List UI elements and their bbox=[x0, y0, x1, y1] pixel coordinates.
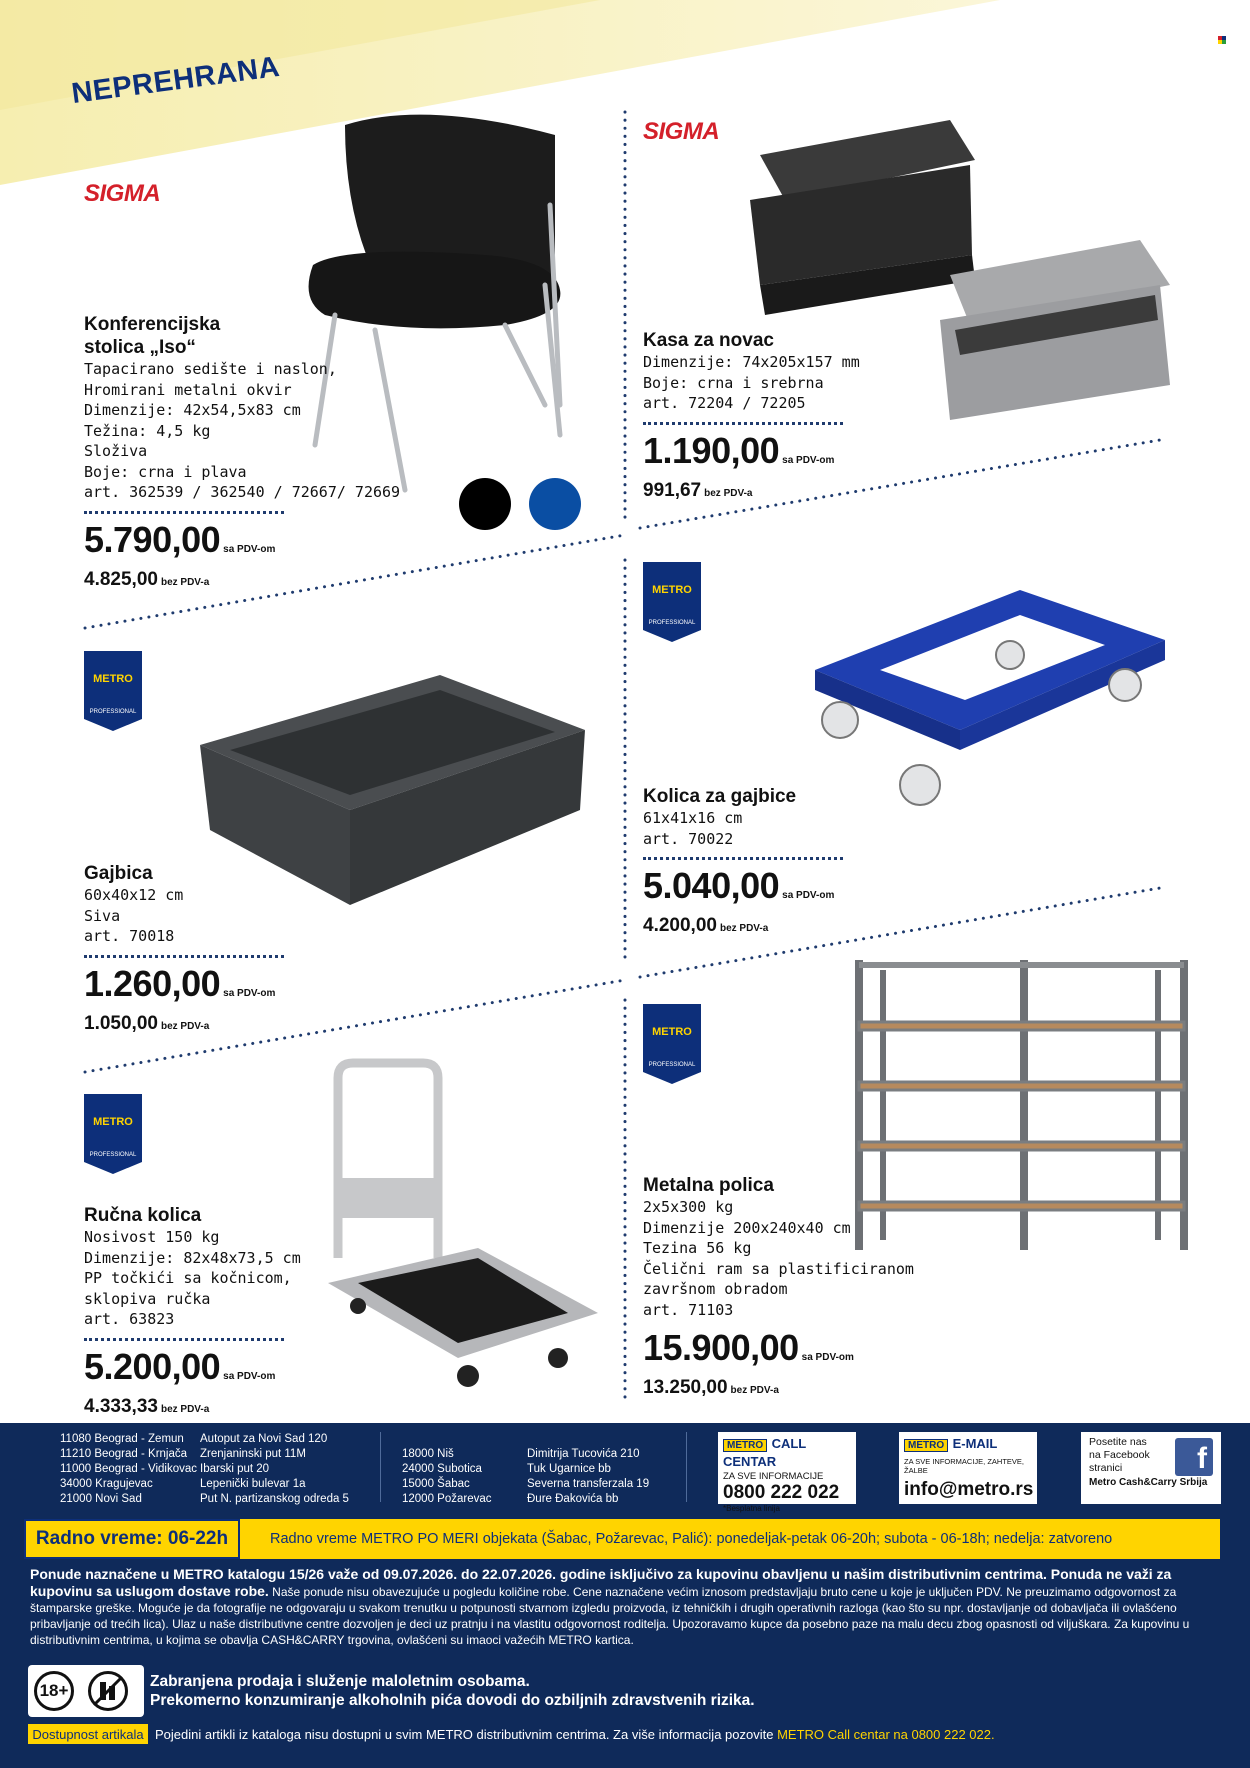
product-detail: PP točkići sa kočnicom, bbox=[84, 1269, 292, 1287]
color-swatch-black bbox=[459, 478, 511, 530]
product-detail: Složiva bbox=[84, 442, 148, 460]
store-list-addresses: Autoput za Novi Sad 120 Zrenjaninski put 11M Ibarski put 20 Lepenički bulevar 1a Put N. partizanskog odreda 5 bbox=[200, 1433, 349, 1505]
price-net: 1.050,00 bez PDV-a bbox=[84, 1012, 210, 1034]
product-detail: Čelični ram sa plastificiranom bbox=[643, 1259, 914, 1278]
product-detail: Dimenzije: 42x54,5x83 cm bbox=[84, 401, 301, 419]
product-title: Kolica za gajbice bbox=[643, 786, 797, 807]
product-shelf bbox=[643, 1174, 973, 1402]
product-detail: Dimenzije 200x240x40 cm bbox=[643, 1218, 851, 1237]
metro-professional-badge: METRO PROFESSIONAL bbox=[643, 562, 701, 642]
metro-professional-badge: METRO PROFESSIONAL bbox=[84, 1094, 142, 1174]
price-net: 4.825,00 bez PDV-a bbox=[84, 568, 210, 590]
availability-label: Dostupnost artikala bbox=[28, 1724, 148, 1744]
product-detail: sklopiva ručka bbox=[84, 1289, 211, 1308]
age-restriction-badge: 18+ bbox=[28, 1665, 144, 1717]
price-gross: 5.040,00 sa PDV-om bbox=[643, 865, 835, 906]
price-net: 4.333,33 bez PDV-a bbox=[84, 1395, 210, 1417]
product-detail: art. 70018 bbox=[84, 927, 175, 945]
store-list-cities: 18000 Niš 24000 Subotica 15000 Šabac 12000 Požarevac bbox=[402, 1448, 492, 1505]
product-detail: art. 70022 bbox=[643, 829, 734, 848]
hours-label: Radno vreme: 06-22h bbox=[24, 1519, 240, 1559]
call-center-box[interactable]: METRO CALL CENTAR ZA SVE INFORMACIJE 0800 222 022 *Besplatna linija bbox=[718, 1432, 856, 1504]
store-list-cities: 11080 Beograd - Zemun 11210 Beograd - Krnjača 11000 Beograd - Vidikovac 34000 Kragujevac 21000 Novi Sad bbox=[60, 1433, 198, 1505]
price-net: 991,67 bez PDV-a bbox=[643, 479, 753, 501]
product-dolly bbox=[643, 785, 943, 940]
product-detail: art. 71103 bbox=[643, 1300, 734, 1319]
price-divider bbox=[84, 1338, 284, 1341]
product-title: stolica „Iso“ bbox=[84, 337, 196, 358]
sigma-logo: SIGMA bbox=[643, 118, 720, 145]
product-detail: Težina: 4,5 kg bbox=[84, 421, 211, 440]
product-detail: art. 72204 / 72205 bbox=[643, 394, 806, 412]
price-divider bbox=[84, 955, 284, 958]
price-divider bbox=[643, 857, 843, 860]
metro-professional-badge: METRO PROFESSIONAL bbox=[643, 1004, 701, 1084]
age-warning: Zabranjena prodaja i služenje maloletnim osobama. Prekomerno konzumiranje alkoholnih pića dovodi do ozbiljnih zdravstvenih rizika. bbox=[150, 1673, 755, 1709]
page-title: NEPREHRANA bbox=[69, 50, 282, 111]
product-detail: Tapacirano sedište i naslon, bbox=[84, 360, 337, 378]
product-detail: Dimenzije: 74x205x157 mm bbox=[643, 353, 860, 371]
product-detail: Nosivost 150 kg bbox=[84, 1228, 220, 1246]
product-detail: završnom obradom bbox=[643, 1280, 788, 1298]
sigma-logo: SIGMA bbox=[84, 180, 161, 207]
product-title: Metalna polica bbox=[643, 1175, 774, 1196]
product-detail: art. 63823 bbox=[84, 1310, 175, 1328]
product-crate bbox=[84, 862, 384, 1038]
product-detail: Dimenzije: 82x48x73,5 cm bbox=[84, 1248, 301, 1267]
product-cashbox bbox=[643, 329, 943, 505]
price-gross: 1.260,00 sa PDV-om bbox=[84, 962, 276, 1004]
facebook-icon[interactable]: f bbox=[1175, 1438, 1213, 1476]
email-address: info@metro.rs bbox=[904, 1479, 1034, 1500]
product-title: Konferencijska bbox=[84, 314, 221, 335]
product-detail: art. 362539 / 362540 / 72667/ 72669 bbox=[84, 483, 401, 501]
product-detail: Siva bbox=[84, 906, 121, 925]
facebook-box[interactable]: Posetite nas na Facebook stranici Metro Cash&Carry Srbija f bbox=[1081, 1432, 1221, 1504]
alcohol-icon bbox=[88, 1671, 128, 1711]
store-list-addresses: Dimitrija Tucovića 210 Tuk Ugarnice bb Severna transferzala 19 Đure Đakovića bb bbox=[527, 1448, 650, 1505]
hours-text: Radno vreme METRO PO MERI objekata (Šabac, Požarevac, Palić): ponedeljak-petak 06-20h; subota - 06-18h; nedelja: zatvoreno bbox=[270, 1531, 1113, 1547]
price-gross: 1.190,00 sa PDV-om bbox=[643, 429, 835, 471]
call-center-number: 0800 222 022 bbox=[723, 1482, 840, 1503]
price-gross: 15.900,00 sa PDV-om bbox=[643, 1327, 854, 1368]
footer-divider bbox=[380, 1432, 381, 1502]
price-net: 13.250,00 bez PDV-a bbox=[643, 1377, 779, 1398]
product-title: Kasa za novac bbox=[643, 330, 774, 351]
product-detail: 60x40x12 cm bbox=[84, 886, 184, 904]
price-divider bbox=[84, 511, 284, 514]
price-divider bbox=[643, 422, 843, 425]
product-handtruck bbox=[84, 1204, 384, 1421]
product-detail: Hromirani metalni okvir bbox=[84, 380, 292, 399]
price-gross: 5.200,00 sa PDV-om bbox=[84, 1345, 276, 1387]
color-swatch-blue bbox=[529, 478, 581, 530]
price-net: 4.200,00 bez PDV-a bbox=[643, 915, 769, 936]
product-title: Gajbica bbox=[84, 863, 153, 884]
metro-professional-badge: METRO PROFESSIONAL bbox=[84, 651, 142, 731]
footer-divider bbox=[686, 1432, 687, 1502]
dolly-image bbox=[795, 590, 1165, 810]
product-chair bbox=[84, 313, 554, 594]
legal-notice: Ponude naznačene u METRO katalogu 15/26 važe od 09.07.2026. do 22.07.2026. godine isključivo za kupovinu obavljenu u našim distributivnim centrima. Ponuda ne važi za kupovinu sa uslugom dostave robe. Naše ponude nisu obavezujuće u pogledu količine robe. Cene naznačene većim iznosom predstavljaju bruto cene u koje je uključen PDV. Ne preuzimamo odgovornost za štamparske greške. Moguće je da fotografije ne odgovaraju u svakom trenutku u potpunosti stvarnom izgledu proizvoda, iz tehničkih i drugih operativnih razloga (kao što su npr. dostavljanje od dobavljača ili ovlašćeno pribavljanje od trećih lica). Ulaz u naše distributivne centre dozvoljen je deci uz pratnju i na vlastitu odgovornost roditelja. Upozoravamo kupce da posebno paze na malu decu zbog opasnosti od viljuškara. Za kupovinu u distributivnim centrima, u kojima se obavlja CASH&CARRY trgovina, ovlašćeni su imaoci važećih METRO kartica. bbox=[30, 1566, 1190, 1647]
product-detail: Boje: crna i srebrna bbox=[643, 373, 824, 392]
product-title: Ručna kolica bbox=[84, 1205, 202, 1226]
availability-text: Pojedini artikli iz kataloga nisu dostupni u svim METRO distributivnim centrima. Za više informacija pozovite METRO Call centar na 0800 222 022. bbox=[155, 1727, 995, 1742]
email-box[interactable]: METRO E-MAIL ZA SVE INFORMACIJE, ZAHTEVE, ŽALBE info@metro.rs bbox=[899, 1432, 1037, 1504]
product-detail: 2x5x300 kg bbox=[643, 1198, 734, 1216]
product-detail: Tezina 56 kg bbox=[643, 1239, 752, 1257]
product-detail: 61x41x16 cm bbox=[643, 809, 743, 827]
product-detail: Boje: crna i plava bbox=[84, 462, 247, 481]
price-gross: 5.790,00 sa PDV-om bbox=[84, 518, 276, 560]
